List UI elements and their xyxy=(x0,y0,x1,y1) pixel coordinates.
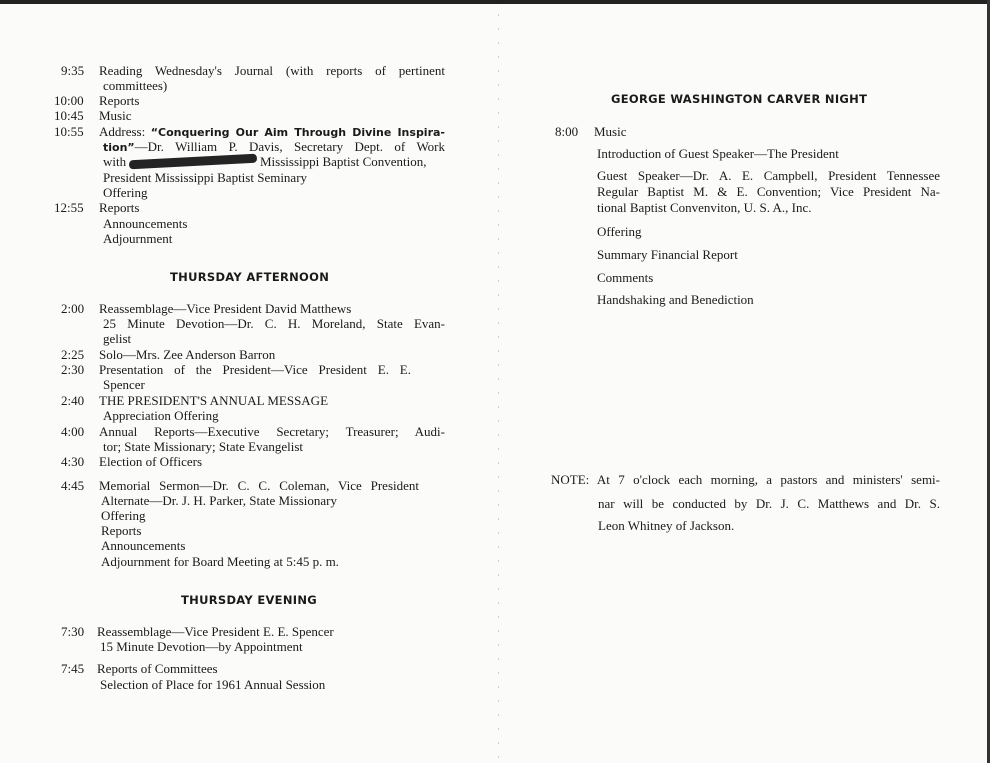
time-2-40: 2:40 xyxy=(61,393,85,408)
time-4-45: 4:45 xyxy=(61,478,85,493)
agenda-line: THE PRESIDENT'S ANNUAL MESSAGE xyxy=(99,393,329,408)
agenda-line: Election of Officers xyxy=(99,454,202,469)
section-heading-carver-night: GEORGE WASHINGTON CARVER NIGHT xyxy=(611,92,868,106)
time-10-45: 10:45 xyxy=(54,108,84,123)
address-line xyxy=(103,139,445,155)
agenda-line: Offering xyxy=(101,508,146,523)
agenda-line: Adjournment for Board Meeting at 5:45 p. m. xyxy=(101,554,339,569)
agenda-line: tional Baptist Convenviton, U. S. A., Inc. xyxy=(597,200,812,215)
address-label: Address: xyxy=(99,124,151,139)
agenda-line: Regular Baptist M. & E. Convention; Vice President Na- xyxy=(597,184,940,199)
agenda-line: Solo—Mrs. Zee Anderson Barron xyxy=(99,347,276,362)
time-7-45: 7:45 xyxy=(61,661,85,676)
time-4-30: 4:30 xyxy=(61,454,85,469)
agenda-line: 25 Minute Devotion—Dr. C. H. Moreland, State Evan- xyxy=(103,316,445,331)
agenda-line: Offering xyxy=(597,224,642,239)
address-title: “Conquering Our Aim Through Divine Inspira- xyxy=(150,126,445,139)
time-4-00: 4:00 xyxy=(61,424,85,439)
agenda-line: Annual Reports—Executive Secretary; Treasurer; Audi- xyxy=(99,424,445,439)
time-2-25: 2:25 xyxy=(61,347,85,362)
agenda-line: Summary Financial Report xyxy=(597,247,738,262)
agenda-line: tor; State Missionary; State Evangelist xyxy=(103,439,304,454)
agenda-line: Reports of Committees xyxy=(97,661,218,676)
time-2-00: 2:00 xyxy=(61,301,85,316)
time-2-30: 2:30 xyxy=(61,362,85,377)
note-line: Leon Whitney of Jackson. xyxy=(598,518,735,533)
time-10-55: 10:55 xyxy=(54,124,84,139)
agenda-line: gelist xyxy=(103,331,132,346)
agenda-line: Offering xyxy=(103,185,148,200)
agenda-line: Reports xyxy=(101,523,142,538)
agenda-line: Reassemblage—Vice President David Matthews xyxy=(99,301,352,316)
agenda-line: Reports xyxy=(99,200,140,215)
agenda-line: Comments xyxy=(597,270,654,285)
agenda-line: Reassemblage—Vice President E. E. Spencer xyxy=(97,624,334,639)
time-8-00: 8:00 xyxy=(555,124,579,139)
time-9-35: 9:35 xyxy=(61,63,85,78)
agenda-line: Presentation of the President—Vice President E. E. xyxy=(99,362,411,377)
agenda-line: Announcements xyxy=(103,216,188,231)
time-10-00: 10:00 xyxy=(54,93,84,108)
address-convention: Mississippi Baptist Convention, xyxy=(260,154,427,169)
agenda-line: Spencer xyxy=(103,377,145,392)
section-heading-thursday-evening: THURSDAY EVENING xyxy=(181,593,317,607)
agenda-line: Handshaking and Benediction xyxy=(597,292,754,307)
redaction-mark xyxy=(129,154,257,170)
agenda-line: Music xyxy=(594,124,627,139)
agenda-line: Appreciation Offering xyxy=(103,408,219,423)
agenda-line: Memorial Sermon—Dr. C. C. Coleman, Vice President xyxy=(99,478,419,493)
section-heading-thursday-afternoon: THURSDAY AFTERNOON xyxy=(170,270,330,284)
time-12-55: 12:55 xyxy=(54,200,84,215)
agenda-line: Music xyxy=(99,108,132,123)
agenda-line: Alternate—Dr. J. H. Parker, State Missionary xyxy=(101,493,337,508)
address-line xyxy=(99,124,445,140)
agenda-line: Adjournment xyxy=(103,231,173,246)
note-line: NOTE: At 7 o'clock each morning, a pastors and ministers' semi- xyxy=(551,472,940,487)
page-top-border xyxy=(0,0,990,4)
agenda-line: Reports xyxy=(99,93,140,108)
address-speaker: —Dr. William P. Davis, Secretary Dept. of Work xyxy=(134,139,445,154)
page-fold xyxy=(498,0,499,763)
address-title-end: tion” xyxy=(103,141,135,154)
agenda-line: Announcements xyxy=(101,538,186,553)
agenda-line: committees) xyxy=(103,78,168,93)
note-line: nar will be conducted by Dr. J. C. Matthews and Dr. S. xyxy=(598,496,940,511)
address-with: with xyxy=(103,154,127,169)
agenda-line: Guest Speaker—Dr. A. E. Campbell, President Tennessee xyxy=(597,168,940,183)
agenda-line: Introduction of Guest Speaker—The President xyxy=(597,146,839,161)
agenda-line: President Mississippi Baptist Seminary xyxy=(103,170,308,185)
time-7-30: 7:30 xyxy=(61,624,85,639)
agenda-line: 15 Minute Devotion—by Appointment xyxy=(100,639,303,654)
agenda-line: Reading Wednesday's Journal (with reports of pertinent xyxy=(99,63,445,78)
agenda-line: Selection of Place for 1961 Annual Session xyxy=(100,677,326,692)
